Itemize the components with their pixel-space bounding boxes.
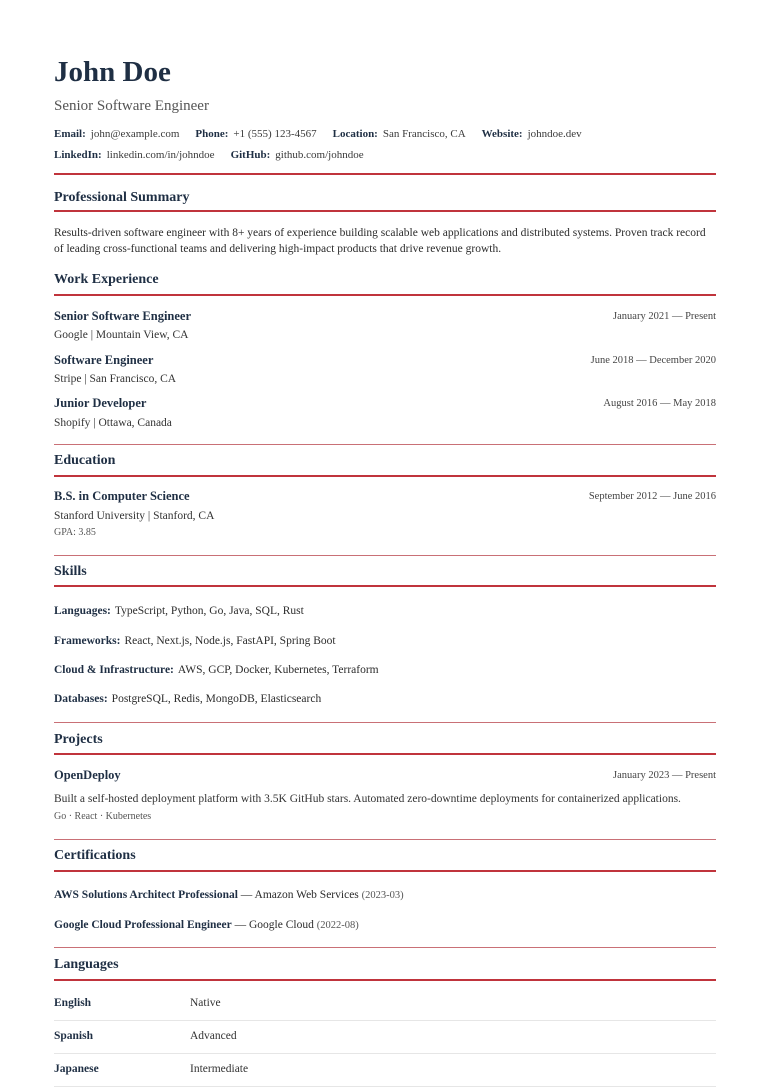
language-name: Spanish [54, 1030, 94, 1042]
language-name: Japanese [54, 1063, 99, 1075]
skill-row: Frameworks: React, Next.js, Node.js, FastAPI, Spring Boot [54, 635, 336, 647]
education-degree: B.S. in Computer Science [54, 489, 190, 503]
education-school: Stanford University | Stanford, CA [54, 510, 215, 522]
language-level: Native [190, 997, 221, 1009]
section-title-education: Education [54, 453, 116, 468]
section-separator [54, 839, 716, 840]
contact-location: Location: San Francisco, CA [332, 128, 466, 140]
section-separator [54, 444, 716, 445]
certification-item: AWS Solutions Architect Professional — Amazon Web Services (2023-03) [54, 889, 404, 901]
experience-title: Software Engineer [54, 353, 154, 367]
project-name: OpenDeploy [54, 768, 121, 782]
header-divider [54, 173, 716, 175]
section-title-experience: Work Experience [54, 272, 159, 287]
project-dates: January 2023 — Present [613, 770, 716, 781]
experience-org: Google | Mountain View, CA [54, 329, 189, 341]
language-row [54, 1054, 716, 1087]
section-rule-languages [54, 979, 716, 981]
project-description: Built a self-hosted deployment platform with 3.5K GitHub stars. Automated zero-downtime deployments for containerized applications. [54, 793, 681, 805]
experience-dates: January 2021 — Present [613, 311, 716, 322]
section-rule-certifications [54, 870, 716, 872]
language-level: Intermediate [190, 1063, 249, 1075]
summary-text: Results-driven software engineer with 8+ years of experience building scalable web applications and distributed systems. Proven track record of leading cross-functional teams and delivering high-impact products that drive revenue growth. [54, 227, 706, 255]
section-title-projects: Projects [54, 732, 103, 747]
skill-row: Cloud & Infrastructure: AWS, GCP, Docker, Kubernetes, Terraform [54, 664, 379, 676]
experience-org: Stripe | San Francisco, CA [54, 373, 177, 385]
experience-dates: August 2016 — May 2018 [603, 398, 716, 409]
education-gpa: GPA: 3.85 [54, 527, 96, 538]
skill-row: Languages: TypeScript, Python, Go, Java, SQL, Rust [54, 605, 304, 617]
section-separator [54, 722, 716, 723]
experience-title: Junior Developer [54, 396, 147, 410]
experience-org: Shopify | Ottawa, Canada [54, 417, 172, 429]
experience-title: Senior Software Engineer [54, 309, 192, 323]
contact-row-1 [54, 127, 598, 141]
language-row [54, 1021, 716, 1054]
section-rule-experience [54, 294, 716, 296]
certification-item: Google Cloud Professional Engineer — Google Cloud (2022-08) [54, 919, 359, 931]
section-separator [54, 555, 716, 556]
contact-github[interactable]: GitHub: github.com/johndoe [230, 149, 364, 161]
language-name: English [54, 997, 92, 1009]
section-title-summary: Professional Summary [54, 190, 190, 205]
contact-website[interactable]: Website: johndoe.dev [481, 128, 582, 140]
project-tech: Go · React · Kubernetes [54, 811, 152, 822]
skill-row: Databases: PostgreSQL, Redis, MongoDB, Elasticsearch [54, 693, 322, 705]
education-dates: September 2012 — June 2016 [588, 491, 716, 502]
section-separator [54, 947, 716, 948]
language-row [54, 988, 716, 1021]
section-rule-summary [54, 210, 716, 212]
contact-phone[interactable]: Phone: +1 (555) 123-4567 [195, 128, 317, 140]
resume-title: Senior Software Engineer [54, 98, 209, 114]
section-title-skills: Skills [54, 564, 87, 579]
contact-row-2 [54, 148, 380, 162]
section-rule-education [54, 475, 716, 477]
resume-name: John Doe [54, 56, 171, 88]
section-rule-projects [54, 753, 716, 755]
section-rule-skills [54, 585, 716, 587]
contact-linkedin[interactable]: LinkedIn: linkedin.com/in/johndoe [54, 149, 215, 161]
contact-email[interactable]: Email: john@example.com [54, 128, 180, 140]
experience-dates: June 2018 — December 2020 [590, 355, 716, 366]
section-title-certifications: Certifications [54, 848, 136, 863]
language-level: Advanced [190, 1030, 237, 1042]
section-title-languages: Languages [54, 957, 119, 972]
